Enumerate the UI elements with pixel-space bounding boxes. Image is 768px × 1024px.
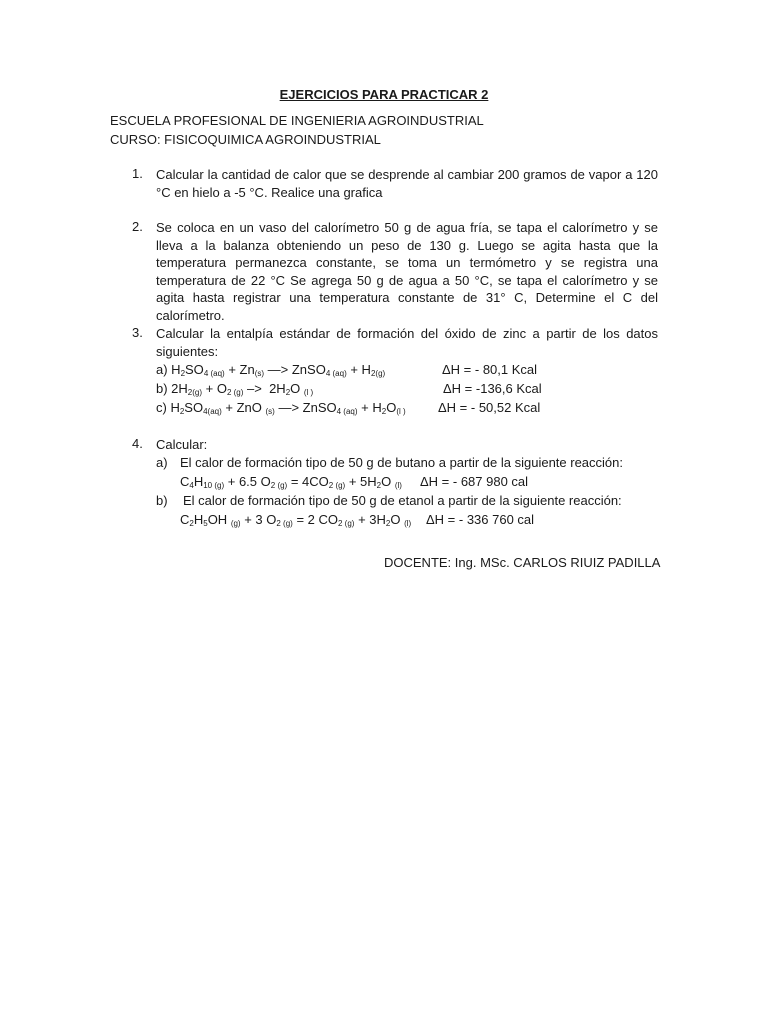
enthalpy-value: ΔH = - 80,1 Kcal [442, 362, 538, 377]
exercise-text: Calcular la entalpía estándar de formación del óxido de zinc a partir de los datos siguientes: [156, 326, 658, 359]
teacher-signature: DOCENTE: Ing. MSc. CARLOS RIUIZ PADILLA [384, 555, 661, 570]
exercise-number: 4. [132, 436, 143, 451]
enthalpy-value: ΔH = - 336 760 cal [426, 511, 535, 527]
exercise-number: 2. [132, 219, 143, 234]
enthalpy-value: ΔH = - 687 980 cal [420, 473, 529, 489]
exercise-text: Calcular la cantidad de calor que se desprende al cambiar 200 gramos de vapor a 120 °C en hielo a -5 °C. Realice una grafica [156, 167, 658, 200]
exercise-1 [110, 166, 658, 201]
reaction-c [156, 398, 658, 417]
exercise-2 [110, 219, 658, 324]
course-name: CURSO: FISICOQUIMICA AGROINDUSTRIAL [110, 132, 381, 147]
school-name: ESCUELA PROFESIONAL DE INGENIERIA AGROINDUSTRIAL [110, 113, 484, 128]
exercise-number: 3. [132, 325, 143, 340]
exercise-text: Se coloca en un vaso del calorímetro 50 g de agua fría, se tapa el calorímetro y se lleva a la balanza obteniendo un peso de 130 g. Luego se agita hasta que la temperatura permanezca constante, se toma un termómetro y se registra una temperatura de 22 °C Se agrega 50 g de agua a 50 °C, se tapa el calorímetro y se agita hasta registrar una temperatura constante de 31° C, Determine el C del calorímetro. [156, 220, 658, 323]
sub-item-label: a) [156, 454, 168, 470]
sub-item-b [156, 492, 658, 510]
equation: $C_2H_5OH$ $_{(g)}$ + 3 $O_{2 (g)} = 2$ $CO_{2 (g)} + 3H_2O$ $_{(l)}$ [180, 511, 412, 528]
sub-item-label: b) [156, 492, 168, 508]
reaction-ethanol [156, 510, 658, 530]
exercise-text: Calcular: [156, 437, 208, 452]
enthalpy-value: ΔH = - 50,52 Kcal [438, 400, 541, 415]
sub-item-a [156, 454, 658, 472]
equation: b) $2H_{2(g)} + O_{2 (g)} -> 2H_2O$ $_{(l )}$ [156, 381, 314, 397]
reaction-b [156, 379, 658, 398]
reaction-butane [156, 472, 658, 492]
exercise-4 [110, 436, 658, 530]
sub-item-text: El calor de formación tipo de 50 g de etanol a partir de la siguiente reacción: [183, 492, 622, 508]
equation: c) $H_2SO_{4(aq)}$ + ZnO $_{(s)}$ —> ZnSO$_{4 (aq)}$ + $H_2O_{(l )}$ [156, 400, 406, 416]
exercise-3 [110, 325, 658, 417]
equation: $C_4H_{10 (g)} + 6.5$ $O_{2 (g)} = 4CO_{2 (g)} + 5H_2O$ $_{(l)}$ [180, 473, 402, 490]
sub-item-text: El calor de formación tipo de 50 g de butano a partir de la siguiente reacción: [180, 454, 623, 470]
reaction-a [156, 360, 658, 379]
enthalpy-value: ΔH = -136,6 Kcal [443, 381, 542, 396]
equation: a) $H_2SO_{4 (aq)} + Zn_{(s)}$ —> ZnSO$_{4 (aq)}$ + $H_{2(g)}$ [156, 362, 386, 378]
exercise-number: 1. [132, 166, 143, 181]
document-title: EJERCICIOS PARA PRACTICAR 2 [279, 87, 489, 102]
